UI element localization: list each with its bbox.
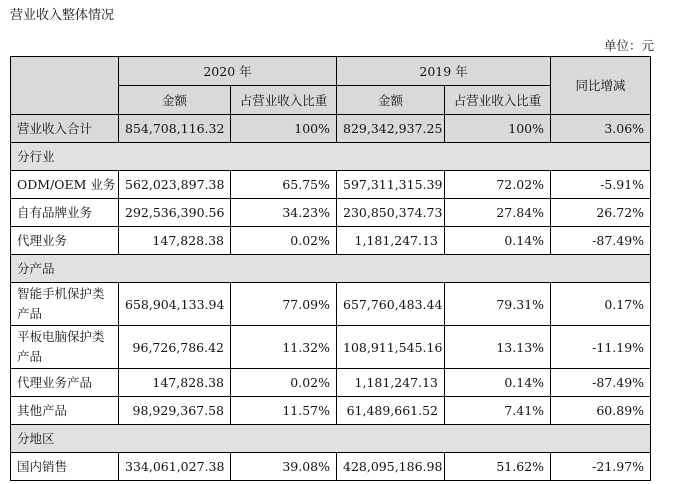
row-label: 智能手机保护类产品 [11, 283, 119, 326]
share-2019: 7.41% [445, 397, 551, 425]
amount-2019: 829,342,937.25 [337, 115, 445, 143]
share-2020: 100% [231, 115, 337, 143]
row-label: 平板电脑保护类产品 [11, 326, 119, 369]
row-label: 代理业务 [11, 227, 119, 255]
yoy-change: 3.06% [551, 115, 651, 143]
yoy-change: 0.17% [551, 283, 651, 326]
table-row [11, 453, 651, 481]
amount-2020: 658,904,133.94 [119, 283, 231, 326]
table-row [11, 326, 651, 369]
row-label: 其他产品 [11, 397, 119, 425]
share-2019: 0.14% [445, 227, 551, 255]
table-row [11, 171, 651, 199]
table-row [11, 397, 651, 425]
yoy-change: -87.49% [551, 369, 651, 397]
share-2020: 65.75% [231, 171, 337, 199]
header-amount-2019: 金额 [337, 86, 445, 115]
yoy-change: -5.91% [551, 171, 651, 199]
share-2020: 11.32% [231, 326, 337, 369]
section-label-industry: 分行业 [11, 143, 651, 171]
yoy-change: -87.49% [551, 227, 651, 255]
amount-2019: 428,095,186.98 [337, 453, 445, 481]
amount-2019: 108,911,545.16 [337, 326, 445, 369]
table-row [11, 227, 651, 255]
header-year-2019: 2019 年 [337, 57, 551, 86]
amount-2020: 334,061,027.38 [119, 453, 231, 481]
header-row-years [11, 57, 651, 86]
share-2019: 79.31% [445, 283, 551, 326]
table-row [11, 283, 651, 326]
amount-2020: 147,828.38 [119, 369, 231, 397]
share-2020: 11.57% [231, 397, 337, 425]
amount-2019: 597,311,315.39 [337, 171, 445, 199]
section-label-region: 分地区 [11, 425, 651, 453]
table-row [11, 199, 651, 227]
share-2019: 72.02% [445, 171, 551, 199]
header-year-2020: 2020 年 [119, 57, 337, 86]
yoy-change: 60.89% [551, 397, 651, 425]
share-2019: 13.13% [445, 326, 551, 369]
share-2019: 0.14% [445, 369, 551, 397]
row-label: 代理业务产品 [11, 369, 119, 397]
table-row [11, 369, 651, 397]
amount-2020: 147,828.38 [119, 227, 231, 255]
header-share-2020: 占营业收入比重 [231, 86, 337, 115]
amount-2019: 230,850,374.73 [337, 199, 445, 227]
amount-2020: 854,708,116.32 [119, 115, 231, 143]
share-2020: 34.23% [231, 199, 337, 227]
revenue-table [10, 56, 651, 481]
row-label: 营业收入合计 [11, 115, 119, 143]
amount-2019: 61,489,661.52 [337, 397, 445, 425]
row-label: 国内销售 [11, 453, 119, 481]
unit-label: 单位：元 [603, 38, 654, 53]
share-2019: 100% [445, 115, 551, 143]
amount-2020: 98,929,367.58 [119, 397, 231, 425]
amount-2019: 1,181,247.13 [337, 369, 445, 397]
row-label: 自有品牌业务 [11, 199, 119, 227]
amount-2019: 657,760,483.44 [337, 283, 445, 326]
section-row-product [11, 255, 651, 283]
yoy-change: -11.19% [551, 326, 651, 369]
header-amount-2020: 金额 [119, 86, 231, 115]
amount-2020: 562,023,897.38 [119, 171, 231, 199]
share-2020: 0.02% [231, 227, 337, 255]
amount-2019: 1,181,247.13 [337, 227, 445, 255]
yoy-change: -21.97% [551, 453, 651, 481]
header-blank-cell [11, 57, 119, 115]
section-label-product: 分产品 [11, 255, 651, 283]
yoy-change: 26.72% [551, 199, 651, 227]
total-row [11, 115, 651, 143]
section-row-region [11, 425, 651, 453]
section-row-industry [11, 143, 651, 171]
share-2019: 51.62% [445, 453, 551, 481]
share-2019: 27.84% [445, 199, 551, 227]
share-2020: 77.09% [231, 283, 337, 326]
amount-2020: 96,726,786.42 [119, 326, 231, 369]
row-label: ODM/OEM 业务 [11, 171, 119, 199]
amount-2020: 292,536,390.56 [119, 199, 231, 227]
header-yoy: 同比增减 [551, 57, 651, 115]
document-title: 营业收入整体情况 [10, 8, 115, 23]
share-2020: 0.02% [231, 369, 337, 397]
header-share-2019: 占营业收入比重 [445, 86, 551, 115]
share-2020: 39.08% [231, 453, 337, 481]
